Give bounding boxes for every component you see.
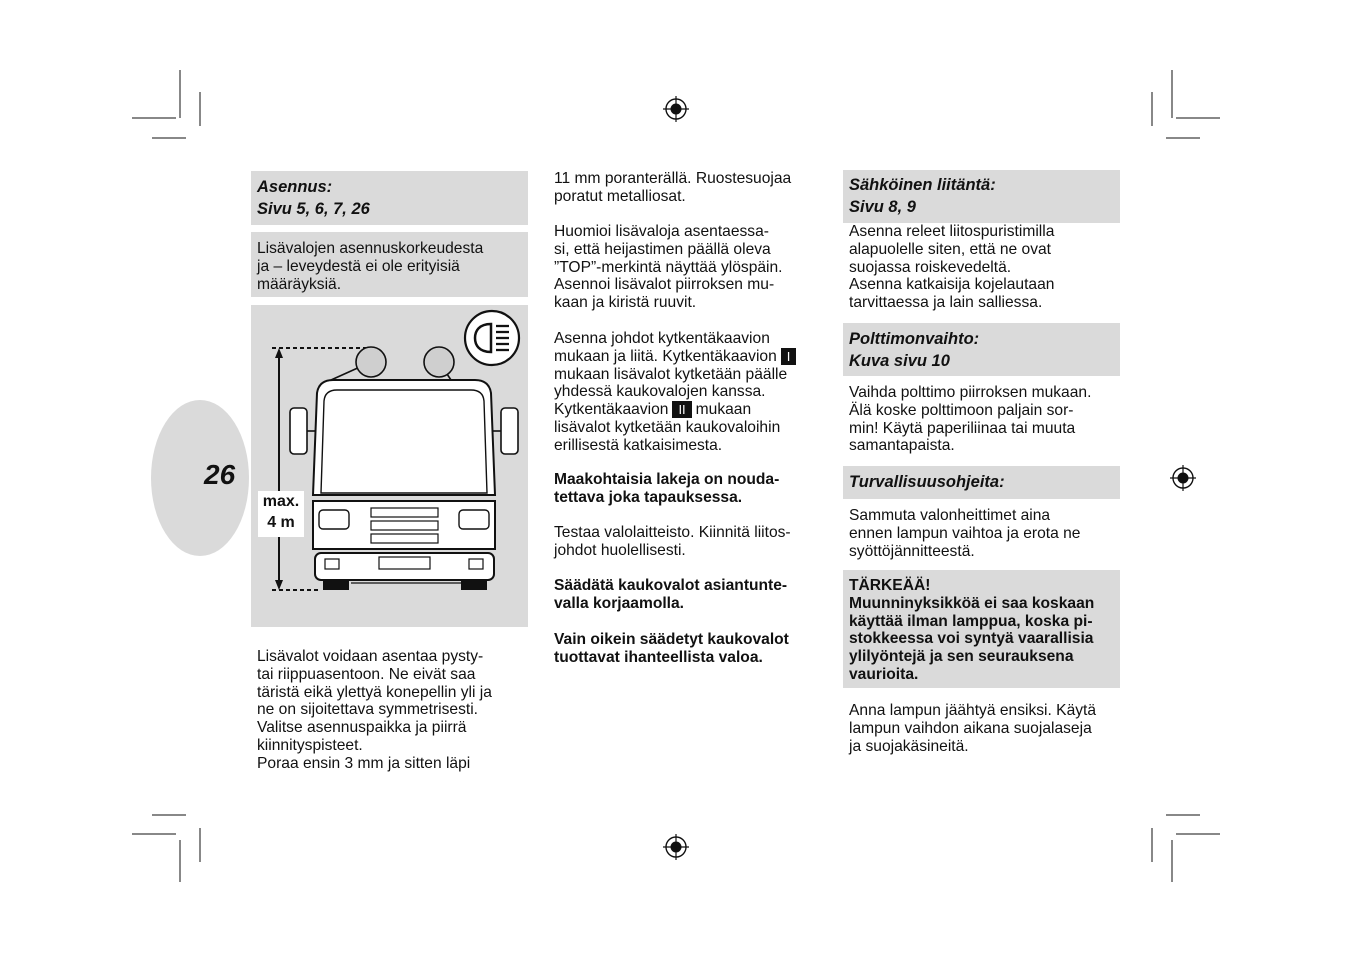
heading-sahkoinen-liitanta: Sähköinen liitäntä: Sivu 8, 9	[843, 170, 1120, 223]
column2-p5: Testaa valolaitteisto. Kiinnitä liitos- johdot huolellisesti.	[554, 524, 791, 559]
warning-title: TÄRKEÄÄ!	[849, 577, 931, 594]
wiring-diagram-tag-2: II	[672, 401, 691, 418]
truck-illustration	[251, 305, 528, 627]
column2-p7: Vain oikein säädetyt kaukovalot tuottavat ihanteellista valoa.	[554, 631, 789, 666]
column3-p2: Vaihda polttimo piirroksen mukaan. Älä koske polttimoon paljain sor- min! Käytä paperiliinaa tai muuta samantapaista.	[849, 384, 1092, 455]
registration-mark-icon	[1169, 464, 1197, 492]
heading-polttimonvaihto: Polttimonvaihto: Kuva sivu 10	[843, 323, 1120, 376]
column1-body: Lisävalot voidaan asentaa pysty- tai riippuasentoon. Ne eivät saa täristä eikä ylettyä konepellin yli ja ne on sijoitettava symmetrisesti. Valitse asennuspaikka ja piirrä kiinnityspisteet. Poraa ensin 3 mm ja sitten läpi	[257, 648, 492, 772]
page-number: 26	[204, 459, 236, 490]
column3-p4: Anna lampun jäähtyä ensiksi. Käytä lampun vaihdon aikana suojalaseja ja suojakäsineitä.	[849, 702, 1097, 755]
column3-p1: Asenna releet liitospuristimilla alapuolelle siten, että ne ovat suojassa roiskevedeltä. Asenna katkaisija kojelautaan tarvittaessa ja lain salliessa.	[849, 223, 1055, 312]
column2-p2: Huomioi lisävaloja asentaessa- si, että heijastimen päällä oleva ”TOP”-merkintä näyttää ylöspäin. Asennoi lisävalot piirroksen mu- kaan ja kiristä ruuvit.	[554, 223, 783, 312]
column2-p4: Maakohtaisia lakeja on nouda- tettava joka tapauksessa.	[554, 471, 780, 506]
intro-box: Lisävalojen asennuskorkeudesta ja – leveydestä ei ole erityisiä määräyksiä.	[251, 232, 528, 297]
column3-p3: Sammuta valonheittimet aina ennen lampun vaihtoa ja erota ne syöttöjännitteestä.	[849, 507, 1081, 560]
heading-asennus: Asennus: Sivu 5, 6, 7, 26	[251, 171, 528, 225]
heading-turvallisuusohjeita: Turvallisuusohjeita:	[843, 466, 1120, 499]
column2-p6: Säädätä kaukovalot asiantunte- valla korjaamolla.	[554, 577, 788, 612]
registration-mark-icon	[662, 833, 690, 861]
height-label: max. 4 m	[258, 491, 304, 537]
column2-p3: Asenna johdot kytkentäkaavion mukaan ja liitä. Kytkentäkaavion I mukaan lisävalot kytketään päälle yhdessä kaukovalojen kanssa. Kytkentäkaavion II mukaan lisävalot kytketään kaukovaloihin erillisestä katkaisimesta.	[554, 330, 796, 455]
column2-p1: 11 mm poranterällä. Ruostesuojaa poratut metalliosat.	[554, 170, 792, 205]
registration-mark-icon	[662, 95, 690, 123]
wiring-diagram-tag-1: I	[781, 348, 797, 365]
warning-box: TÄRKEÄÄ! Muunninyksikköä ei saa koskaan käyttää ilman lamppua, koska pi- stokkeessa voi syntyä vaarallisia ylilyöntejä ja sen seurauksena vaurioita.	[843, 570, 1120, 688]
truck-figure	[251, 305, 528, 627]
headlamp-symbol-icon	[465, 311, 519, 365]
